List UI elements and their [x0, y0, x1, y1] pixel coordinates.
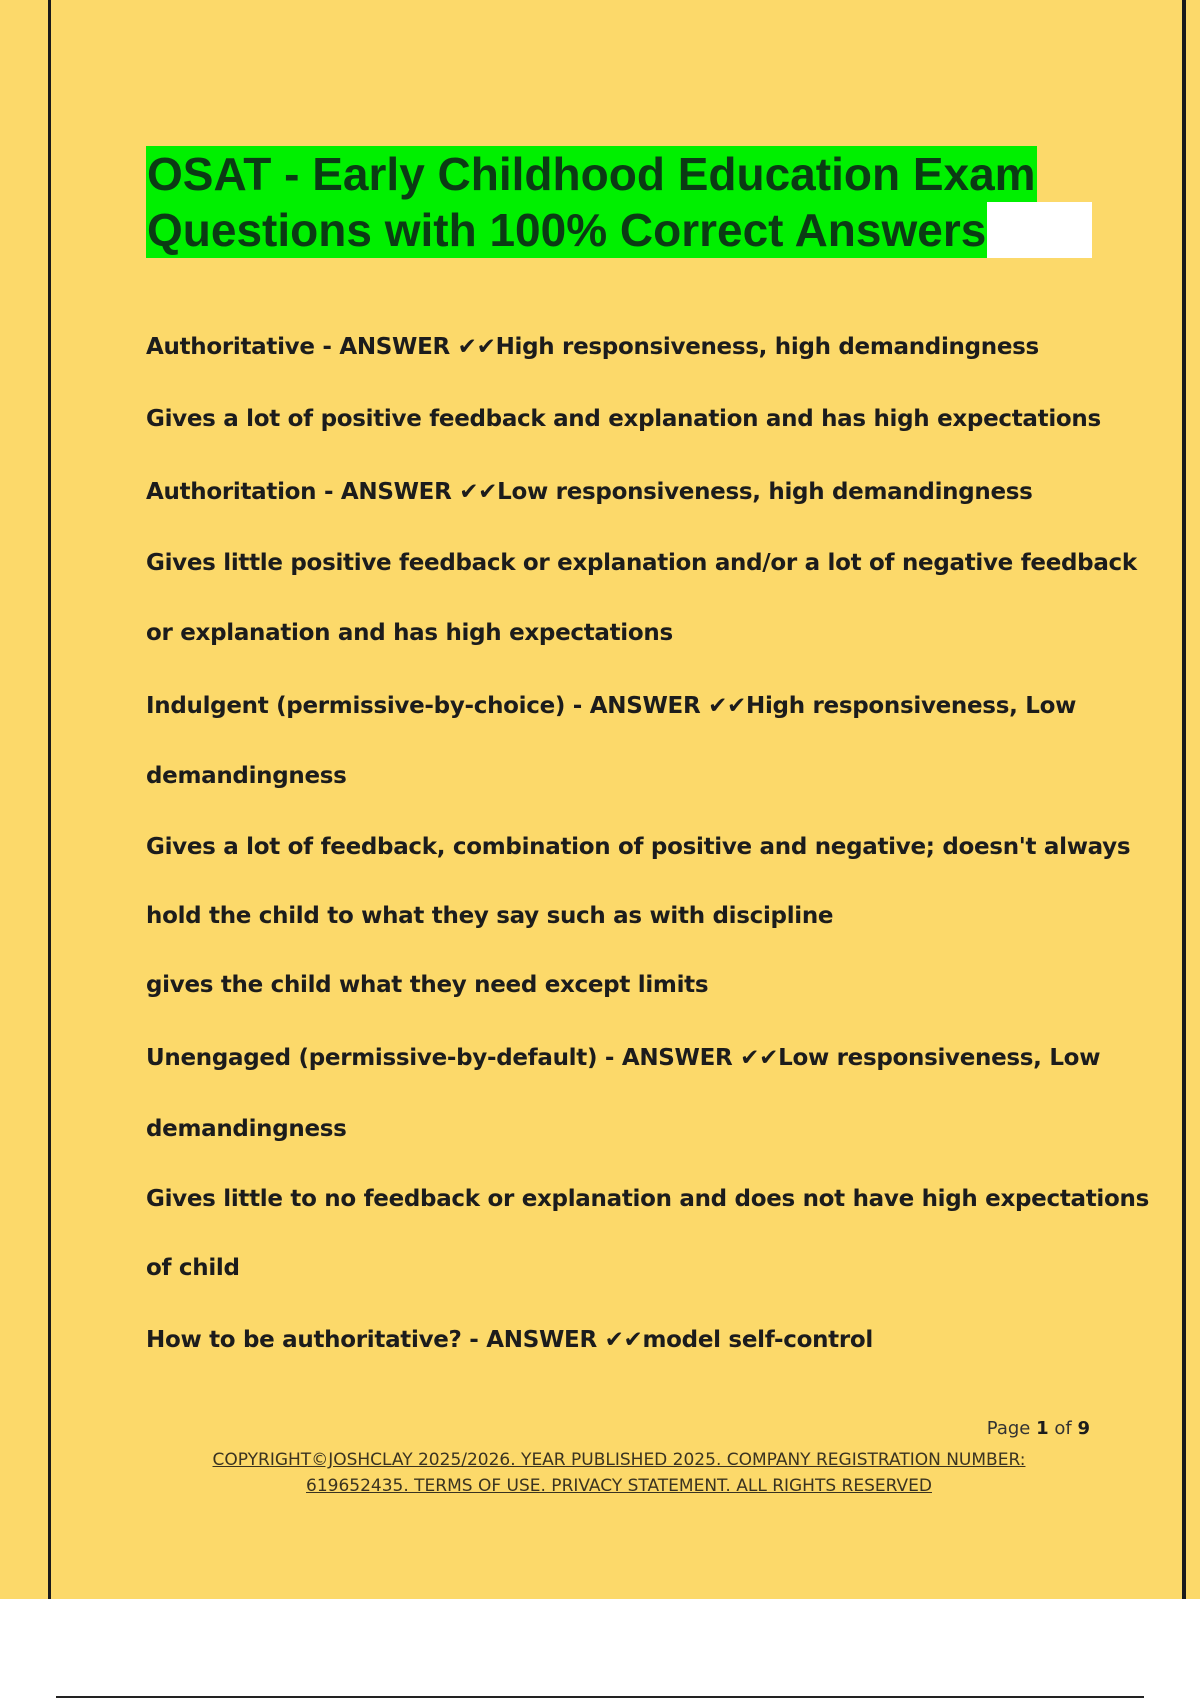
qa-line: Indulgent (permissive-by-choice) - ANSWER ✔✔High responsiveness, Low	[146, 693, 1077, 719]
page-border-left	[48, 0, 51, 1599]
qa-line: of child	[146, 1255, 240, 1281]
qa-line: demandingness	[146, 763, 347, 789]
page-current: 1	[1036, 1418, 1049, 1439]
copyright-line-1: COPYRIGHT©JOSHCLAY 2025/2026. YEAR PUBLISHED 2025. COMPANY REGISTRATION NUMBER:	[212, 1450, 1026, 1470]
document-title	[146, 146, 1092, 258]
page-border-right	[1182, 0, 1186, 1599]
copyright-notice	[146, 1447, 1092, 1499]
qa-line: Authoritation - ANSWER ✔✔Low responsiveness, high demandingness	[146, 479, 1033, 505]
qa-line: Authoritative - ANSWER ✔✔High responsiveness, high demandingness	[146, 334, 1039, 360]
page-number	[900, 1418, 1090, 1439]
page-total: 9	[1077, 1418, 1090, 1439]
qa-line: hold the child to what they say such as with discipline	[146, 903, 834, 929]
copyright-line-2: 619652435. TERMS OF USE. PRIVACY STATEMENT. ALL RIGHTS RESERVED	[306, 1476, 932, 1496]
qa-line: demandingness	[146, 1116, 347, 1142]
title-line-2: Questions with 100% Correct Answers	[147, 204, 987, 256]
title-line-1: OSAT - Early Childhood Education Exam	[147, 148, 1036, 200]
qa-line: Gives a lot of positive feedback and explanation and has high expectations	[146, 406, 1101, 432]
qa-line: Gives little positive feedback or explanation and/or a lot of negative feedback	[146, 550, 1137, 576]
qa-line: Gives a lot of feedback, combination of positive and negative; doesn't always	[146, 834, 1131, 860]
qa-line: gives the child what they need except limits	[146, 972, 709, 998]
qa-line: or explanation and has high expectations	[146, 620, 673, 646]
page-of: of	[1054, 1418, 1072, 1439]
bottom-divider	[56, 1696, 1144, 1698]
page-label: Page	[986, 1418, 1031, 1439]
qa-line: How to be authoritative? - ANSWER ✔✔model self-control	[146, 1327, 873, 1353]
qa-line: Unengaged (permissive-by-default) - ANSWER ✔✔Low responsiveness, Low	[146, 1045, 1101, 1071]
qa-line: Gives little to no feedback or explanation and does not have high expectations	[146, 1186, 1149, 1212]
